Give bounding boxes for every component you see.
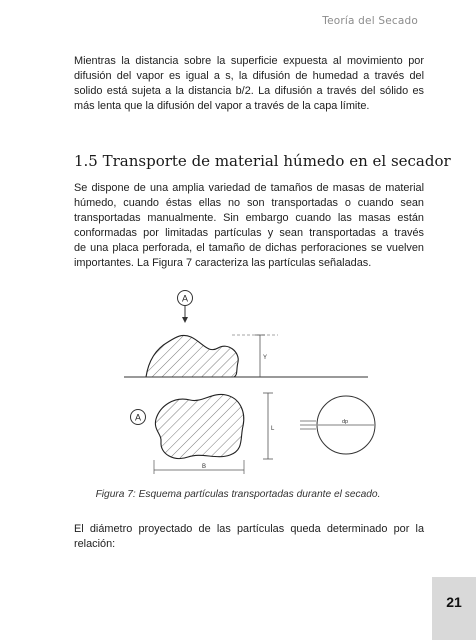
text-line: relación:: [74, 538, 116, 550]
breadth-label: B: [202, 464, 207, 470]
text-line: Mientras la distancia sobre la superficie expuesta al movimiento por: [74, 55, 424, 67]
text-line: importantes. La Figura 7 caracteriza las partículas señaladas.: [74, 257, 372, 269]
length-label: L: [271, 426, 275, 432]
paragraph-projected-diameter: [74, 522, 424, 552]
particle-resting-shape: [146, 335, 238, 377]
diameter-label: dp: [341, 419, 349, 425]
figure-caption: Figura 7: Esquema partículas transportadas durante el secado.: [95, 489, 381, 500]
particle-schematic: [116, 284, 376, 484]
paragraph-transport: [74, 181, 424, 271]
paragraph-diffusion: [74, 54, 424, 114]
text-line: solido está sujeta a la distancia b/2. La difusión a través del sólido es: [74, 85, 424, 97]
text-line: húmedo, cuando éstas ellas no son transportadas o cuando sean: [74, 197, 424, 209]
figure-7-particle-diagram: [116, 284, 376, 484]
text-line: transportadas manualmente. Sin embargo cuando las masas están: [74, 212, 424, 224]
text-line: de una placa perforada, el tamaño de dichas perforaciones se vuelven: [74, 242, 424, 254]
text-line: Se dispone de una amplia variedad de tamaños de masas de material: [74, 182, 424, 194]
text-line: conformadas por limitadas partículas y sean transportadas a través: [74, 227, 424, 239]
marker-label-top: A: [181, 293, 189, 304]
particle-plan-shape: [155, 394, 243, 458]
equivalence-sign: [300, 421, 316, 429]
page-number: 21: [446, 594, 462, 610]
marker-label-side: A: [134, 412, 142, 423]
text-line: más lenta que la difusión del vapor a través de la capa límite.: [74, 100, 370, 112]
text-line: El diámetro proyectado de las partículas queda determinado por la: [74, 523, 424, 535]
running-header: Teoría del Secado: [322, 15, 418, 27]
page-number-tab: [432, 577, 476, 640]
height-label: Y: [263, 355, 268, 361]
text-line: difusión del vapor es igual a s, la difusión de humedad a través del: [74, 70, 424, 82]
section-heading: 1.5 Transporte de material húmedo en el secador: [74, 152, 451, 170]
